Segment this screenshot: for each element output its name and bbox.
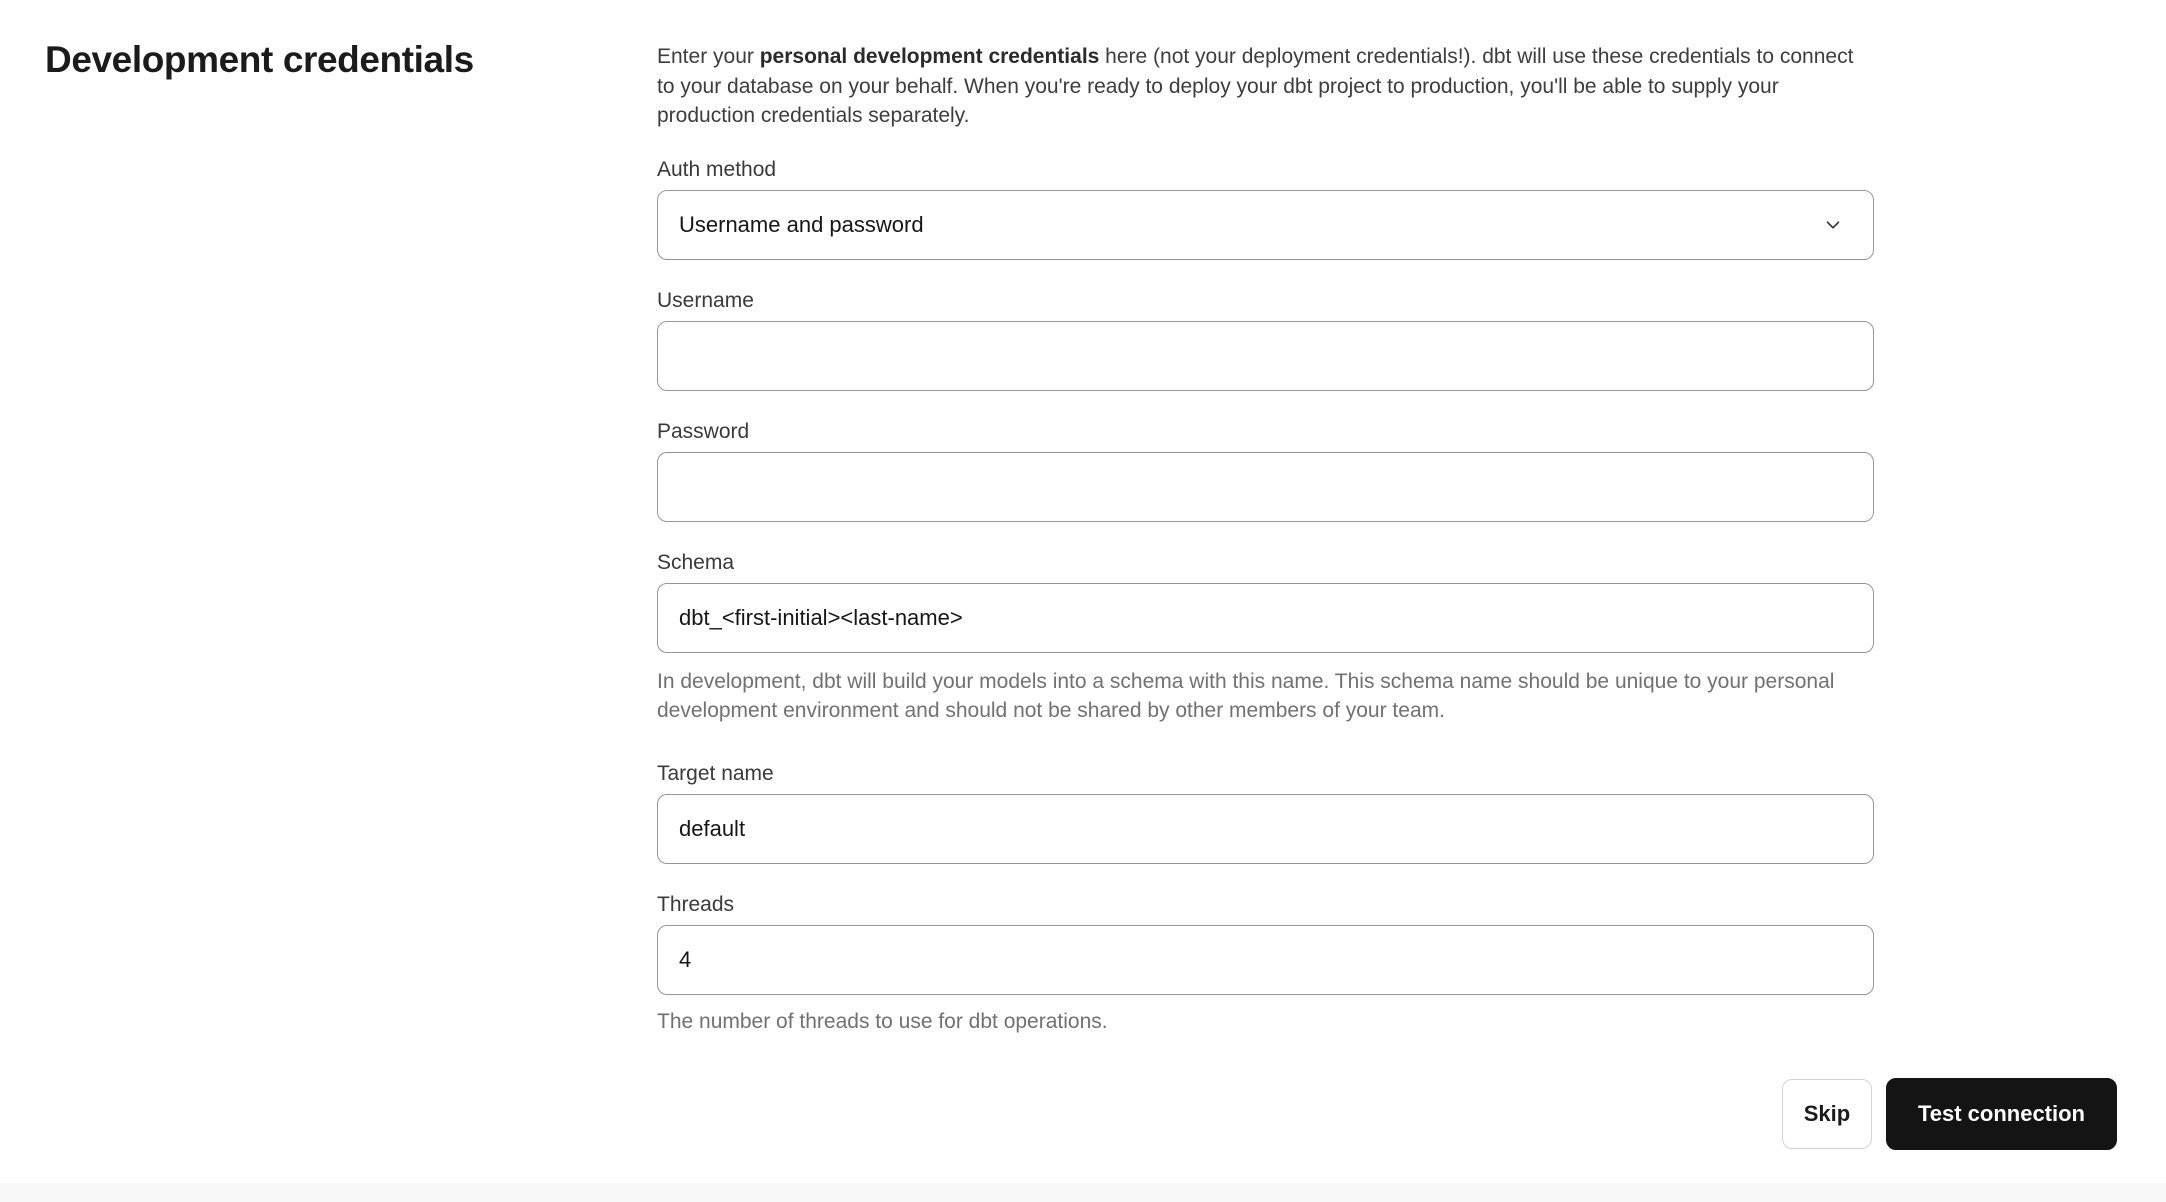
credentials-form bbox=[657, 38, 1874, 1066]
intro-text-pre: Enter your bbox=[657, 45, 760, 68]
target-name-field-group bbox=[657, 762, 1874, 864]
auth-method-label: Auth method bbox=[657, 157, 777, 181]
intro-text-bold: personal development credentials bbox=[759, 45, 1100, 68]
intro-text-post: here (not your deployment credentials!). dbt will use these credentials to connect to your database on your behalf. When you're ready to deploy your dbt project to production, you'll be able to supply your production credentials separately. bbox=[657, 45, 1854, 127]
threads-field-group bbox=[657, 893, 1874, 1037]
schema-help-text: In development, dbt will build your models into a schema with this name. This schema name should be unique to your personal development environment and should not be shared by other members of your team. bbox=[657, 669, 1835, 723]
target-name-input[interactable] bbox=[657, 794, 1874, 864]
bottom-section-divider bbox=[0, 1183, 2166, 1202]
password-input[interactable] bbox=[657, 452, 1874, 522]
password-label: Password bbox=[657, 419, 750, 443]
skip-button[interactable]: Skip bbox=[1782, 1079, 1872, 1149]
page-title: Development credentials bbox=[45, 39, 474, 80]
auth-method-field bbox=[657, 158, 1874, 260]
threads-label: Threads bbox=[657, 892, 735, 916]
test-connection-button[interactable]: Test connection bbox=[1886, 1078, 2117, 1150]
section-title-column bbox=[45, 38, 657, 1066]
target-name-label: Target name bbox=[657, 761, 774, 785]
username-field-group bbox=[657, 289, 1874, 391]
auth-method-select[interactable] bbox=[657, 190, 1874, 260]
username-label: Username bbox=[657, 288, 754, 312]
auth-method-selected-value: Username and password bbox=[679, 211, 924, 237]
schema-field-group bbox=[657, 551, 1874, 726]
threads-help-text: The number of threads to use for dbt operations. bbox=[657, 1010, 1108, 1034]
intro-text bbox=[657, 42, 1874, 131]
password-field-group bbox=[657, 420, 1874, 522]
threads-input[interactable] bbox=[657, 925, 1874, 995]
schema-label: Schema bbox=[657, 550, 735, 574]
username-input[interactable] bbox=[657, 321, 1874, 391]
form-action-bar bbox=[1782, 1078, 2117, 1150]
schema-input[interactable] bbox=[657, 583, 1874, 653]
chevron-down-icon bbox=[1822, 214, 1844, 236]
